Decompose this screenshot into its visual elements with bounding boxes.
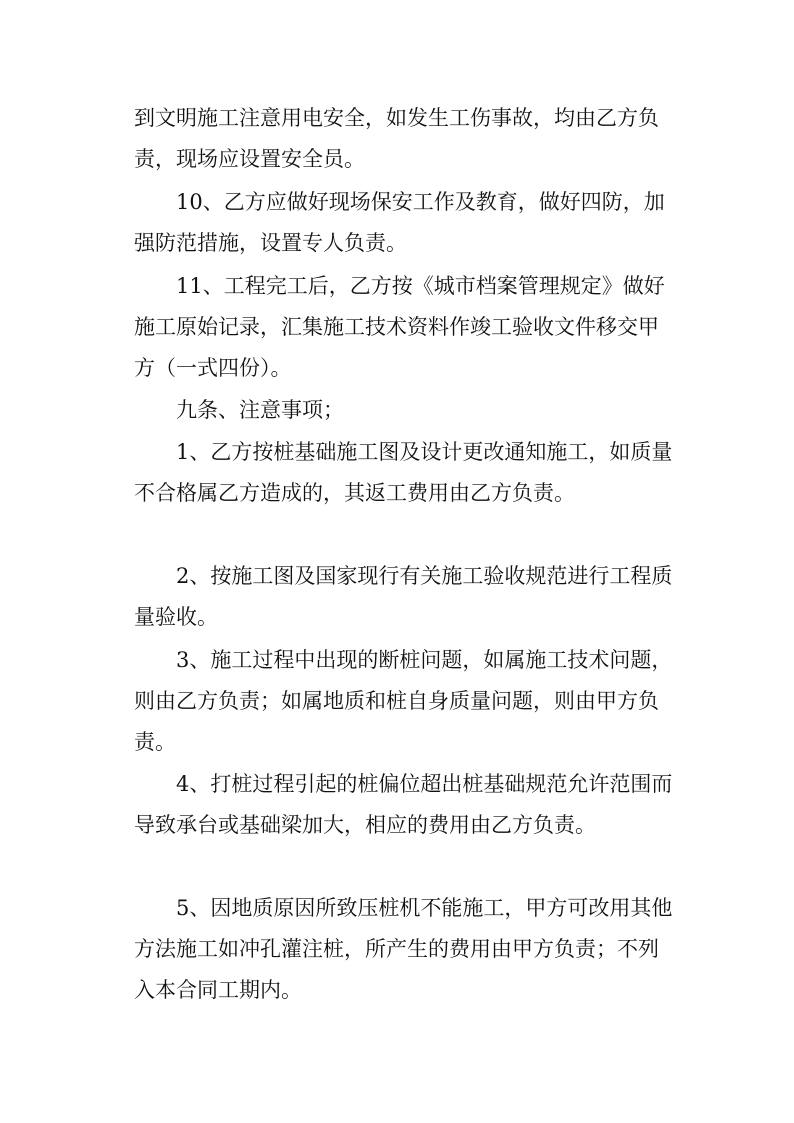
- paragraph-note-4: 4、打桩过程引起的桩偏位超出桩基础规范允许范围而导致承台或基础梁加大，相应的费用由乙方负责。: [134, 772, 673, 837]
- paragraph-item-11: 11、工程完工后，乙方按《城市档案管理规定》做好施工原始记录，汇集施工技术资料作竣工验收文件移交甲方（一式四份）。: [134, 274, 665, 380]
- paragraph-note-3: 3、施工过程中出现的断桩问题，如属施工技术问题，则由乙方负责；如属地质和桩自身质量问题，则由甲方负责。: [134, 648, 673, 754]
- section-heading-article-9: 九条、注意事项；: [176, 398, 344, 422]
- paragraph-note-1: 1、乙方按桩基础施工图及设计更改通知施工，如质量不合格属乙方造成的，其返工费用由乙方负责。: [134, 440, 673, 505]
- paragraph-note-2: 2、按施工图及国家现行有关施工验收规范进行工程质量验收。: [134, 564, 673, 629]
- paragraph-continuation: 到文明施工注意用电安全，如发生工伤事故，均由乙方负责，现场应设置安全员。: [134, 106, 659, 171]
- paragraph-note-5: 5、因地质原因所致压桩机不能施工，甲方可改用其他方法施工如冲孔灌注桩，所产生的费用由甲方负责；不列入本合同工期内。: [134, 896, 673, 1002]
- paragraph-item-10: 10、乙方应做好现场保安工作及教育，做好四防，加强防范措施，设置专人负责。: [134, 190, 665, 255]
